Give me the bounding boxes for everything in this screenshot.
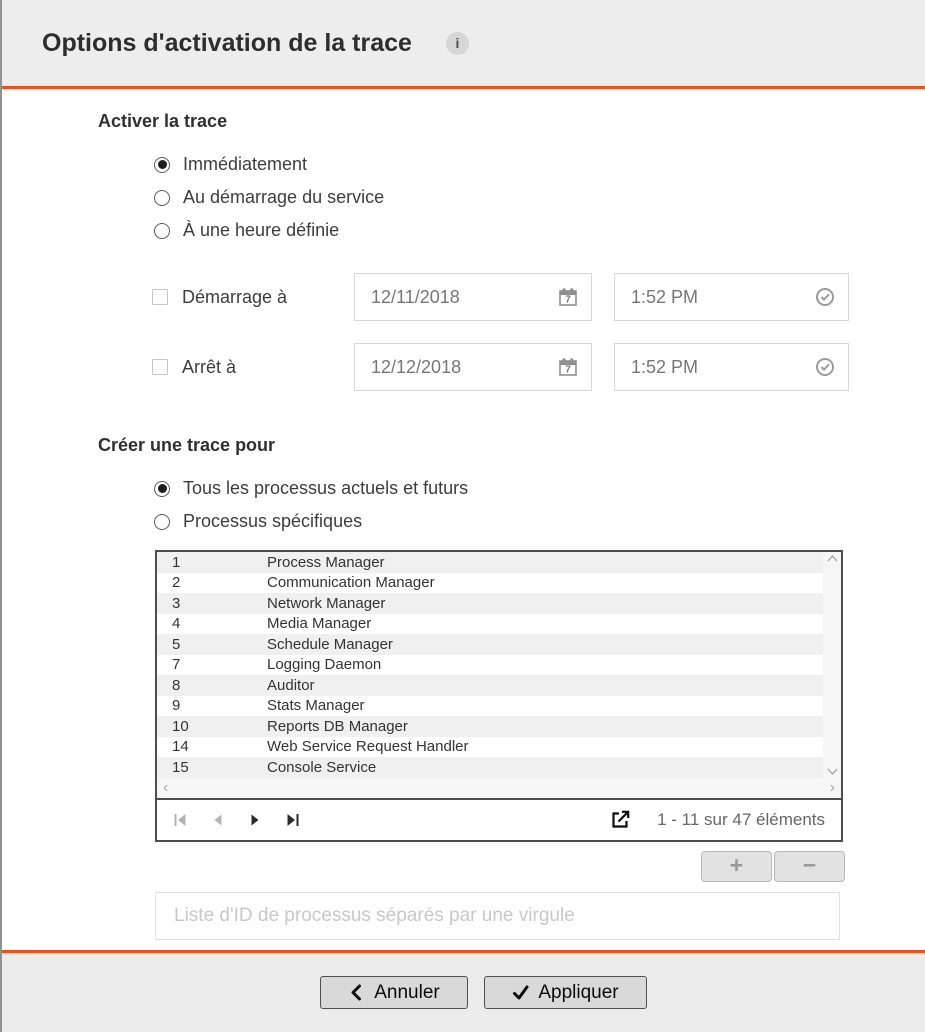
radio-au-demarrage-du-service[interactable] [154,181,925,214]
clock-icon[interactable] [814,356,836,378]
section-title-creer-une-trace: Créer une trace pour [98,435,276,455]
process-name: Schedule Manager [267,635,393,653]
page-title: Options d'activation de la trace [42,28,412,57]
chevron-down-icon[interactable] [827,768,838,775]
trace-for-radio-group [154,472,925,538]
table-row[interactable] [157,655,823,676]
process-name: Web Service Request Handler [267,738,469,756]
start-at-row [152,273,925,321]
section-title-activer-la-trace: Activer la trace [98,111,228,131]
next-page-icon[interactable] [247,812,263,828]
process-id: 14 [172,738,189,756]
radio-processus-specifiques[interactable] [154,505,925,538]
radio-immediatement[interactable] [154,148,925,181]
process-id: 2 [172,574,181,592]
radio-icon[interactable] [154,223,170,239]
table-row[interactable] [157,634,823,655]
table-row[interactable] [157,593,823,614]
export-icon[interactable] [609,809,631,831]
table-row[interactable] [157,716,823,737]
chevron-left-icon [348,984,365,1001]
radio-label: Immédiatement [183,154,308,174]
process-name: Communication Manager [267,574,435,592]
pager-info: 1 - 11 sur 47 éléments [657,809,825,829]
stop-date-picker[interactable] [354,343,592,391]
process-id: 4 [172,615,181,633]
process-name: Auditor [267,676,315,694]
stop-time-picker[interactable] [614,343,849,391]
radio-icon[interactable] [154,157,170,173]
cancel-button[interactable] [320,976,468,1009]
process-name: Logging Daemon [267,656,382,674]
process-id: 7 [172,656,181,674]
process-id: 10 [172,717,189,735]
table-row[interactable] [157,573,823,594]
dialog-header [2,0,925,89]
process-name: Stats Manager [267,697,365,715]
process-name: Media Manager [267,615,372,633]
start-time-value[interactable]: 1:52 PM [631,286,699,307]
stop-at-label: Arrêt à [182,356,237,377]
stop-time-value[interactable]: 1:52 PM [631,356,699,377]
process-id: 15 [172,758,189,776]
table-row[interactable] [157,696,823,717]
activation-radio-group [154,148,925,247]
chevron-up-icon[interactable] [827,555,838,562]
prev-page-icon[interactable] [210,812,226,828]
process-name: Console Service [267,758,377,776]
clock-icon[interactable] [814,286,836,308]
process-name: Process Manager [267,553,385,571]
table-row[interactable] [157,552,823,573]
pager [157,798,841,840]
dialog-footer [2,950,925,1032]
start-time-picker[interactable] [614,273,849,321]
stop-at-row [152,343,925,391]
process-id: 3 [172,594,181,612]
radio-tous-les-processus[interactable] [154,472,925,505]
calendar-icon[interactable] [557,286,579,308]
stop-at-checkbox[interactable] [152,359,168,375]
process-id: 9 [172,697,181,715]
cancel-button-label: Annuler [374,981,440,1003]
stop-date-value[interactable]: 12/12/2018 [371,356,462,377]
process-id: 1 [172,553,181,571]
check-icon [512,984,529,1001]
start-at-label: Démarrage à [182,286,288,307]
table-row[interactable] [157,757,823,778]
table-row[interactable] [157,737,823,758]
table-row[interactable] [157,614,823,635]
radio-icon[interactable] [154,514,170,530]
radio-label: Au démarrage du service [183,187,385,207]
radio-label: Tous les processus actuels et futurs [183,478,469,498]
vertical-scrollbar[interactable] [823,552,841,778]
radio-label: Processus spécifiques [183,511,363,531]
process-id: 5 [172,635,181,653]
svg-text:7: 7 [565,294,571,306]
process-id: 8 [172,676,181,694]
apply-button-label: Appliquer [538,981,619,1003]
start-at-checkbox[interactable] [152,289,168,305]
seek-last-icon[interactable] [284,812,300,828]
process-rows [157,552,823,778]
process-name: Reports DB Manager [267,717,408,735]
list-edit-controls [155,851,845,882]
start-date-value[interactable]: 12/11/2018 [371,286,460,307]
apply-button[interactable] [484,976,647,1009]
process-id-list-input[interactable] [155,892,840,940]
add-process-button[interactable]: + [701,851,772,882]
process-name: Network Manager [267,594,386,612]
radio-a-une-heure-definie[interactable] [154,214,925,247]
horizontal-scrollbar[interactable] [157,778,841,798]
radio-label: À une heure définie [183,220,340,240]
remove-process-button[interactable]: − [774,851,845,882]
info-icon[interactable]: i [446,32,469,55]
process-list [155,550,843,842]
table-row[interactable] [157,675,823,696]
calendar-icon[interactable] [557,356,579,378]
radio-icon[interactable] [154,481,170,497]
chevron-left-icon[interactable]: ‹ [163,778,169,796]
chevron-right-icon[interactable]: › [829,778,835,796]
seek-first-icon[interactable] [173,812,189,828]
svg-text:7: 7 [565,364,571,376]
start-date-picker[interactable] [354,273,592,321]
radio-icon[interactable] [154,190,170,206]
